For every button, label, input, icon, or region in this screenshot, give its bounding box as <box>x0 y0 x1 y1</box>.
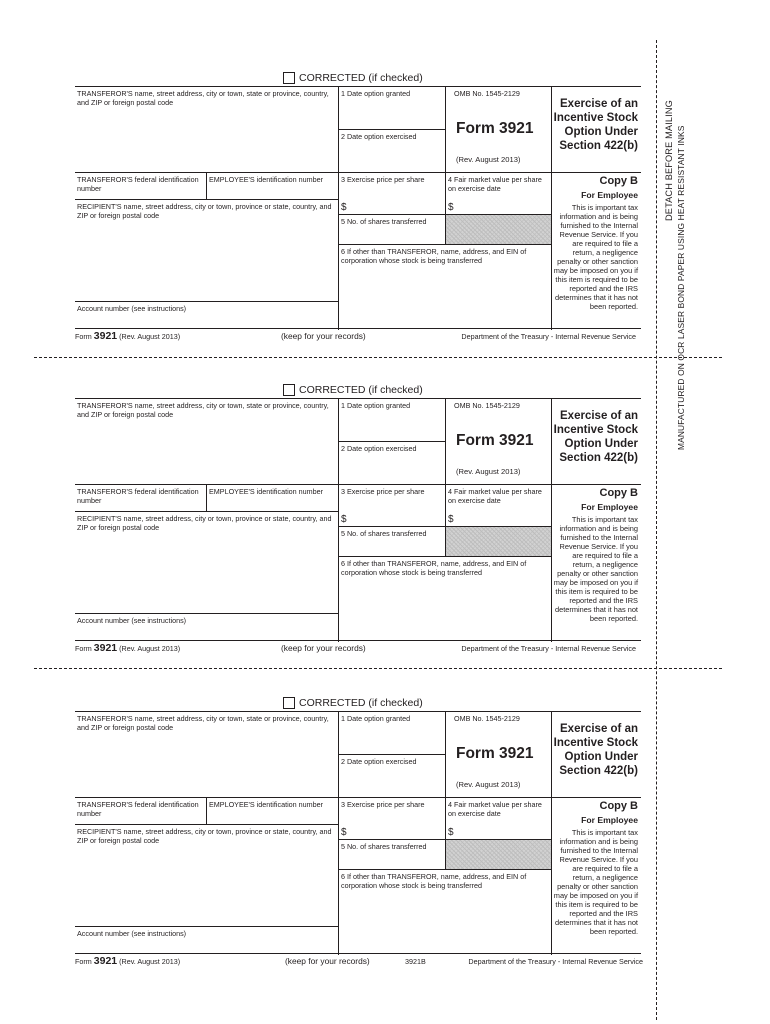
box3-label-cell <box>339 798 446 825</box>
box2-label: 2 Date option exercised <box>341 757 417 766</box>
employee-id-field[interactable] <box>207 485 339 512</box>
account-number-field[interactable] <box>75 927 339 955</box>
copy-b-block <box>552 485 641 642</box>
form-number-title: Form 3921 <box>456 432 534 449</box>
transferor-name-field[interactable] <box>75 399 339 485</box>
box3-label-cell <box>339 173 446 200</box>
account-number-field[interactable] <box>75 614 339 642</box>
transferor-fedid-label: TRANSFEROR'S federal identification number <box>77 487 199 505</box>
box6-corporation-field[interactable] <box>339 245 552 330</box>
form-copy-2 <box>75 382 641 672</box>
account-number-label: Account number (see instructions) <box>77 304 187 313</box>
transferor-name-field[interactable] <box>75 87 339 173</box>
dollar-sign: $ <box>448 202 454 213</box>
box4-fair-market-value-field[interactable] <box>446 200 552 215</box>
box1-label: 1 Date option granted <box>341 401 411 410</box>
form-number-title: Form 3921 <box>456 745 534 762</box>
box4-label: 4 Fair market value per share on exercise date <box>448 175 542 193</box>
employee-id-field[interactable] <box>207 173 339 200</box>
corrected-row <box>283 70 423 85</box>
footer-form-id <box>75 643 180 654</box>
box3-exercise-price-field[interactable] <box>339 200 446 215</box>
box6-label: 6 If other than TRANSFEROR, name, address, and EIN of corporation whose stock is being transferred <box>341 872 527 890</box>
revision-date: (Rev. August 2013) <box>456 155 521 164</box>
box1-date-granted-field[interactable] <box>339 399 446 442</box>
box6-label: 6 If other than TRANSFEROR, name, address, and EIN of corporation whose stock is being transferred <box>341 247 527 265</box>
box4-label-cell <box>446 798 552 825</box>
box5-shares-field[interactable] <box>339 215 446 245</box>
copy-b-block <box>552 798 641 955</box>
keep-records-note: (keep for your records) <box>281 643 366 653</box>
tax-notice: This is important tax information and is being furnished to the Internal Revenue Service. If you are required to file a return, a negligence penalty or other sanction may be imposed on you if this item is required to be reported and the IRS determines that it has not been reported. <box>553 203 638 311</box>
keep-records-note: (keep for your records) <box>285 956 370 966</box>
form-copy-1 <box>75 70 641 360</box>
box4-label: 4 Fair market value per share on exercise date <box>448 487 542 505</box>
department-label: Department of the Treasury - Internal Revenue Service <box>461 644 636 653</box>
box3-label: 3 Exercise price per share <box>341 175 425 184</box>
transferor-name-label: TRANSFEROR'S name, street address, city or town, state or province, country, and ZIP or foreign postal code <box>77 714 329 732</box>
form-grid <box>75 398 641 641</box>
box4-label: 4 Fair market value per share on exercise date <box>448 800 542 818</box>
form-title: Exercise of an Incentive Stock Option Under Section 422(b) <box>552 712 641 798</box>
footer-form-number: 3921 <box>93 642 118 654</box>
box6-corporation-field[interactable] <box>339 870 552 955</box>
shaded-area <box>446 840 552 870</box>
box2-label: 2 Date option exercised <box>341 444 417 453</box>
corrected-checkbox[interactable] <box>283 384 295 396</box>
box5-shares-field[interactable] <box>339 840 446 870</box>
footer-form-word: Form <box>75 957 92 966</box>
footer-form-id <box>75 331 180 342</box>
manufactured-notice-text: MANUFACTURED ON OCR LASER BOND PAPER USING HEAT RESISTANT INKS <box>676 125 686 450</box>
box1-date-granted-field[interactable] <box>339 87 446 130</box>
box5-label: 5 No. of shares transferred <box>341 842 427 851</box>
transferor-name-field[interactable] <box>75 712 339 798</box>
recipient-name-field[interactable] <box>75 200 339 302</box>
recipient-name-label: RECIPIENT'S name, street address, city or town, province or state, country, and ZIP or foreign postal code <box>77 514 332 532</box>
account-number-label: Account number (see instructions) <box>77 616 187 625</box>
footer-revision: (Rev. August 2013) <box>119 332 181 341</box>
footer-form-id <box>75 956 180 967</box>
footer-form-word: Form <box>75 332 92 341</box>
box6-label: 6 If other than TRANSFEROR, name, address, and EIN of corporation whose stock is being transferred <box>341 559 527 577</box>
detach-before-mailing-text: DETACH BEFORE MAILING <box>664 100 674 221</box>
dollar-sign: $ <box>341 202 347 213</box>
copy-b-label: Copy B <box>599 800 638 812</box>
form-grid <box>75 711 641 954</box>
omb-number: OMB No. 1545-2129 <box>454 89 520 98</box>
box2-date-exercised-field[interactable] <box>339 442 446 485</box>
form-footer <box>75 956 641 970</box>
for-employee-label: For Employee <box>581 502 638 512</box>
box5-label: 5 No. of shares transferred <box>341 217 427 226</box>
corrected-label: CORRECTED (if checked) <box>299 71 423 84</box>
box1-date-granted-field[interactable] <box>339 712 446 755</box>
recipient-name-field[interactable] <box>75 825 339 927</box>
recipient-name-label: RECIPIENT'S name, street address, city or town, province or state, country, and ZIP or foreign postal code <box>77 202 332 220</box>
box1-label: 1 Date option granted <box>341 714 411 723</box>
form-footer <box>75 643 641 657</box>
dollar-sign: $ <box>341 827 347 838</box>
box3-label: 3 Exercise price per share <box>341 487 425 496</box>
department-label: Department of the Treasury - Internal Revenue Service <box>461 332 636 341</box>
revision-date: (Rev. August 2013) <box>456 467 521 476</box>
form-footer <box>75 331 641 345</box>
employee-id-label: EMPLOYEE'S identification number <box>209 800 324 809</box>
footer-form-word: Form <box>75 644 92 653</box>
dollar-sign: $ <box>448 514 454 525</box>
for-employee-label: For Employee <box>581 815 638 825</box>
box4-label-cell <box>446 485 552 512</box>
for-employee-label: For Employee <box>581 190 638 200</box>
box4-fair-market-value-field[interactable] <box>446 512 552 527</box>
box5-label: 5 No. of shares transferred <box>341 529 427 538</box>
footer-revision: (Rev. August 2013) <box>119 957 181 966</box>
box3-exercise-price-field[interactable] <box>339 512 446 527</box>
detach-line <box>34 357 722 358</box>
transferor-name-label: TRANSFEROR'S name, street address, city or town, state or province, country, and ZIP or foreign postal code <box>77 401 329 419</box>
dollar-sign: $ <box>341 514 347 525</box>
employee-id-label: EMPLOYEE'S identification number <box>209 487 324 496</box>
detach-line <box>34 668 722 669</box>
box2-label: 2 Date option exercised <box>341 132 417 141</box>
transferor-name-label: TRANSFEROR'S name, street address, city or town, state or province, country, and ZIP or foreign postal code <box>77 89 329 107</box>
form-number-title: Form 3921 <box>456 120 534 137</box>
corrected-label: CORRECTED (if checked) <box>299 696 423 709</box>
box3-exercise-price-field[interactable] <box>339 825 446 840</box>
footer-form-number: 3921 <box>93 330 118 342</box>
copy-b-block <box>552 173 641 330</box>
corrected-row <box>283 382 423 397</box>
recipient-name-field[interactable] <box>75 512 339 614</box>
tax-notice: This is important tax information and is being furnished to the Internal Revenue Service. If you are required to file a return, a negligence penalty or other sanction may be imposed on you if this item is required to be reported and the IRS determines that it has not been reported. <box>553 515 638 623</box>
box5-shares-field[interactable] <box>339 527 446 557</box>
box2-date-exercised-field[interactable] <box>339 130 446 173</box>
form-grid <box>75 86 641 329</box>
form-copy-3 <box>75 695 641 985</box>
corrected-label: CORRECTED (if checked) <box>299 383 423 396</box>
corrected-row <box>283 695 423 710</box>
dollar-sign: $ <box>448 827 454 838</box>
shaded-area <box>446 527 552 557</box>
corrected-checkbox[interactable] <box>283 697 295 709</box>
footer-form-number: 3921 <box>93 955 118 967</box>
transferor-fedid-label: TRANSFEROR'S federal identification number <box>77 800 199 818</box>
form-title: Exercise of an Incentive Stock Option Under Section 422(b) <box>552 87 641 173</box>
box3-label: 3 Exercise price per share <box>341 800 425 809</box>
keep-records-note: (keep for your records) <box>281 331 366 341</box>
revision-date: (Rev. August 2013) <box>456 780 521 789</box>
omb-number: OMB No. 1545-2129 <box>454 714 520 723</box>
omb-number: OMB No. 1545-2129 <box>454 401 520 410</box>
box3-label-cell <box>339 485 446 512</box>
tax-notice: This is important tax information and is being furnished to the Internal Revenue Service. If you are required to file a return, a negligence penalty or other sanction may be imposed on you if this item is required to be reported and the IRS determines that it has not been reported. <box>553 828 638 936</box>
box1-label: 1 Date option granted <box>341 89 411 98</box>
copy-b-label: Copy B <box>599 487 638 499</box>
employee-id-label: EMPLOYEE'S identification number <box>209 175 324 184</box>
footer-revision: (Rev. August 2013) <box>119 644 181 653</box>
transferor-fedid-label: TRANSFEROR'S federal identification number <box>77 175 199 193</box>
box6-corporation-field[interactable] <box>339 557 552 642</box>
department-label: Department of the Treasury - Internal Revenue Service <box>468 957 643 966</box>
box4-fair-market-value-field[interactable] <box>446 825 552 840</box>
shaded-area <box>446 215 552 245</box>
copy-b-label: Copy B <box>599 175 638 187</box>
transferor-fedid-field[interactable] <box>75 173 207 200</box>
employee-id-field[interactable] <box>207 798 339 825</box>
account-number-field[interactable] <box>75 302 339 330</box>
recipient-name-label: RECIPIENT'S name, street address, city or town, province or state, country, and ZIP or foreign postal code <box>77 827 332 845</box>
vertical-detach-line <box>656 40 657 1020</box>
transferor-fedid-field[interactable] <box>75 485 207 512</box>
box4-label-cell <box>446 173 552 200</box>
transferor-fedid-field[interactable] <box>75 798 207 825</box>
corrected-checkbox[interactable] <box>283 72 295 84</box>
box2-date-exercised-field[interactable] <box>339 755 446 798</box>
form-code: 3921B <box>405 957 426 966</box>
form-title: Exercise of an Incentive Stock Option Under Section 422(b) <box>552 399 641 485</box>
account-number-label: Account number (see instructions) <box>77 929 187 938</box>
